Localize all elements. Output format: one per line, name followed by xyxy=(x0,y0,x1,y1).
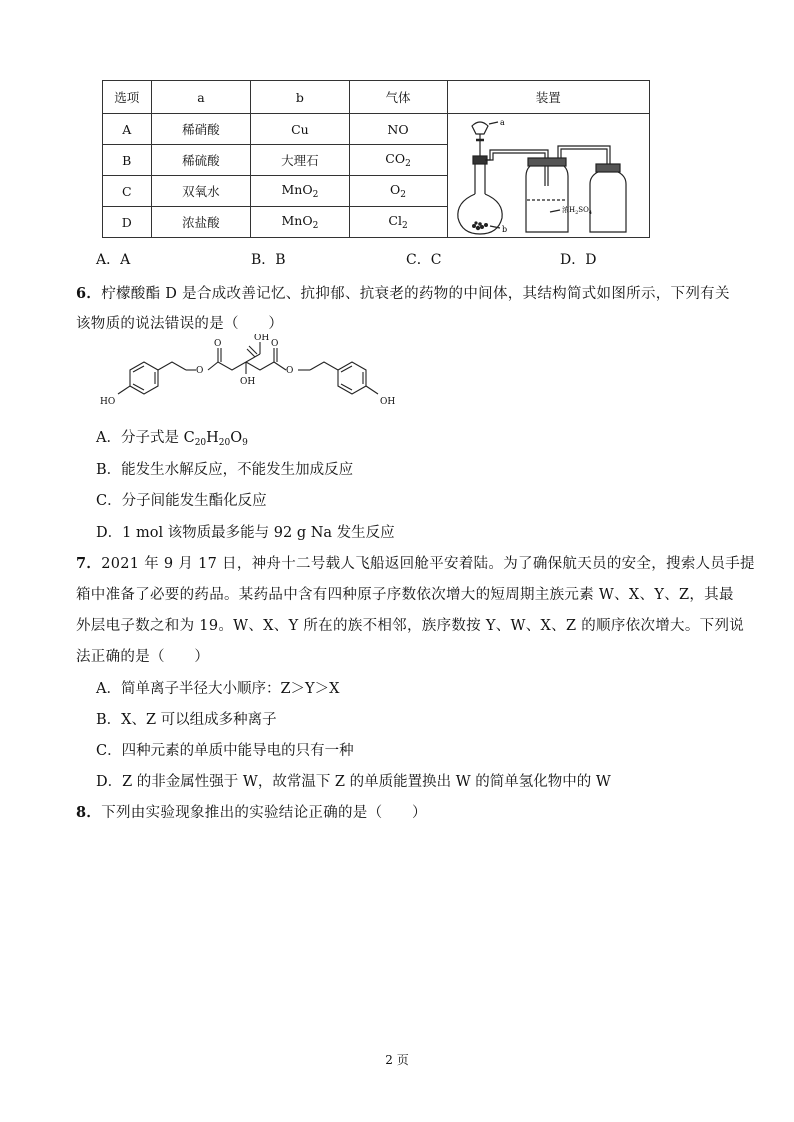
cell-option: A xyxy=(103,114,152,145)
cell-gas: $Cl_2$ xyxy=(349,207,447,238)
cell-option: D xyxy=(103,207,152,238)
q7-stem-line1: 7．2021 年 9 月 17 日，神舟十二号载人飞船返回舱平安着陆。为了确保航天员的安全，搜索人员手提 xyxy=(76,555,755,572)
table-header-row xyxy=(103,81,650,114)
label-conc-sulfuric-acid: 浓$H_2SO_4$ xyxy=(561,206,592,216)
page-number: 2 页 xyxy=(385,1053,409,1067)
q7-option-b: B．X、Z 可以组成多种离子 xyxy=(96,712,277,728)
cell-b: 大理石 xyxy=(251,145,349,176)
cell-b: Cu xyxy=(251,114,349,145)
label-oh-right: OH xyxy=(380,397,396,407)
cell-a: 稀硝酸 xyxy=(151,114,251,145)
cell-option: B xyxy=(103,145,152,176)
cell-gas: NO xyxy=(349,114,447,145)
q8-number: 8． xyxy=(76,804,102,821)
svg-text:O: O xyxy=(271,339,279,349)
header-a: a xyxy=(151,81,251,114)
q7-option-a: A．简单离子半径大小顺序：Z＞Y＞X xyxy=(96,681,340,697)
label-a: a xyxy=(499,118,505,127)
q6-option-d: D．1 mol 该物质最多能与 92 g Na 发生反应 xyxy=(96,525,395,541)
q6-option-b: B．能发生水解反应，不能发生加成反应 xyxy=(96,462,354,478)
q6-stem-line2: 该物质的说法错误的是（ ） xyxy=(76,316,284,332)
q5-option-d: D．D xyxy=(560,252,597,268)
options-table xyxy=(102,80,650,238)
header-apparatus: 装置 xyxy=(447,81,649,114)
label-ho-left: HO xyxy=(100,397,116,407)
cell-a: 浓盐酸 xyxy=(151,207,251,238)
q7-option-c: C．四种元素的单质中能导电的只有一种 xyxy=(96,743,354,759)
header-option: 选项 xyxy=(103,81,152,114)
q7-stem-line3: 外层电子数之和为 19。W、X、Y 所在的族不相邻，族序数按 Y、W、X、Z 的顺序依次增大。下列说 xyxy=(76,618,745,634)
label-b: b xyxy=(501,225,507,234)
q7-option-d: D．Z 的非金属性强于 W，故常温下 Z 的单质能置换出 W 的简单氢化物中的 W xyxy=(96,774,611,790)
q5-option-a: A．A xyxy=(96,252,131,268)
q6-number: 6． xyxy=(76,285,102,302)
svg-text:O: O xyxy=(214,339,222,349)
q6-option-a: A．分子式是 $C_{20}H_{20}O_9$ xyxy=(96,430,248,448)
cell-gas: $O_2$ xyxy=(349,176,447,207)
header-b: b xyxy=(251,81,349,114)
q7-number: 7． xyxy=(76,555,102,572)
label-oh-middle: OH xyxy=(240,377,256,387)
cell-a: 稀硫酸 xyxy=(151,145,251,176)
label-oh-top: OH xyxy=(254,334,270,343)
svg-text:O: O xyxy=(286,366,294,376)
q5-option-c: C．C xyxy=(406,252,442,268)
cell-b: MnO$_2$ xyxy=(251,176,349,207)
q6-option-c: C．分子间能发生酯化反应 xyxy=(96,493,267,509)
cell-option: C xyxy=(103,176,152,207)
table-row xyxy=(103,114,650,145)
cell-a: 双氧水 xyxy=(151,176,251,207)
q6-stem-line1: 6．柠檬酸酯 D 是合成改善记忆、抗抑郁、抗衰老的药物的中间体，其结构简式如图所示，下列有关 xyxy=(76,285,730,302)
cell-gas: $CO_2$ xyxy=(349,145,447,176)
q8-stem: 8．下列由实验现象推出的实验结论正确的是（ ） xyxy=(76,804,427,821)
svg-text:O: O xyxy=(196,366,204,376)
apparatus-cell xyxy=(447,114,649,238)
q7-stem-line2: 箱中准备了必要的药品。某药品中含有四种原子序数依次增大的短周期主族元素 W、X、Y、Z，其最 xyxy=(76,587,734,603)
q7-stem-line4: 法正确的是（ ） xyxy=(76,649,210,665)
structural-formula xyxy=(100,334,420,414)
cell-b: MnO$_2$ xyxy=(251,207,349,238)
apparatus-diagram xyxy=(450,116,648,238)
q5-option-b: B．B xyxy=(251,252,286,268)
header-gas: 气体 xyxy=(349,81,447,114)
